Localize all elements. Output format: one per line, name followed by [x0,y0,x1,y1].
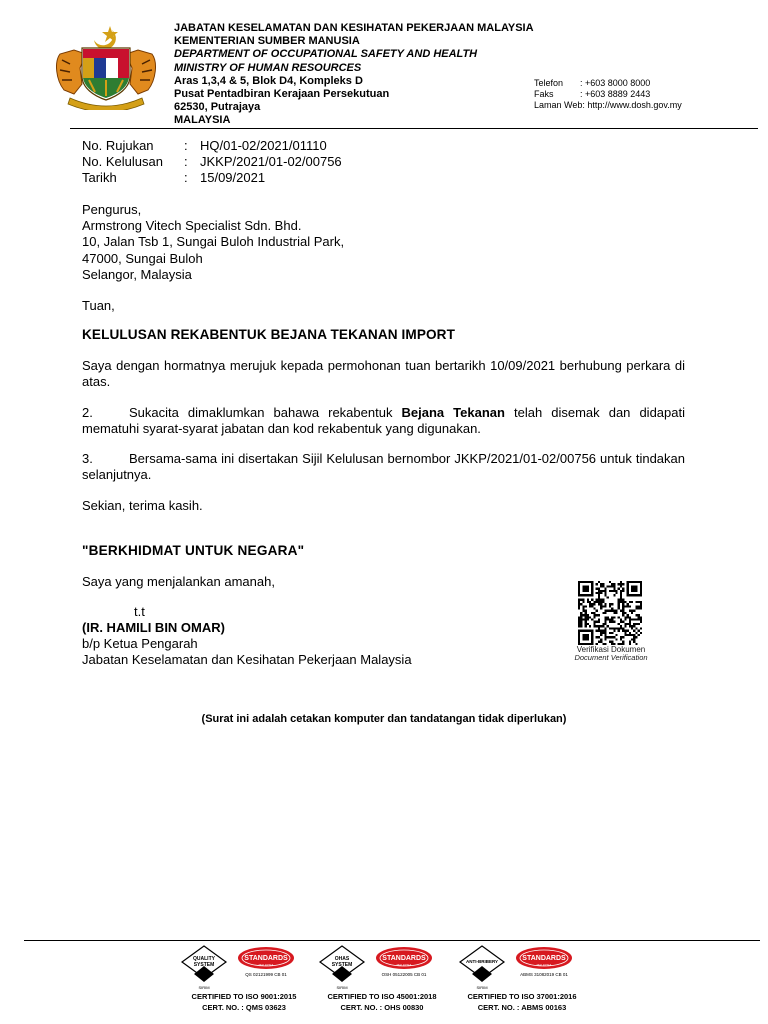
signature-mark: t.t [134,604,145,619]
recipient-state: Selangor, Malaysia [82,266,192,282]
quality-system-badge-icon [174,944,314,990]
paragraph-number: 3. [82,451,93,466]
paragraph-number: 2. [82,405,93,420]
reference-value: HQ/01-02/2021/01110 [200,138,327,153]
recipient-address [82,202,344,283]
recipient-company: Armstrong Vitech Specialist Sdn. Bhd. [82,218,302,234]
paragraph-text: Sukacita dimaklumkan bahawa rekabentuk [129,405,402,420]
svg-text:STANDARDS: STANDARDS [382,955,426,962]
reference-value: JKKP/2021/01-02/00756 [200,154,342,170]
reference-value: 15/09/2021 [200,170,266,186]
reference-row: Tarikh : 15/09/2021 [82,170,266,186]
contact-label: Faks [534,89,554,99]
department-name-malay: JABATAN KESELAMATAN DAN KESIHATAN PEKERJAAN MALAYSIA [174,22,534,34]
svg-text:STANDARDS: STANDARDS [244,955,288,962]
svg-text:MALAYSIA: MALAYSIA [258,963,274,967]
verification-qr-code[interactable] [578,581,642,645]
contact-phone [534,78,682,89]
header-divider [70,128,758,129]
cert-number: CERT. NO. : OHS 00830 [340,1003,424,1012]
signatory-organisation: Jabatan Keselamatan dan Kesihatan Pekerjaan Malaysia [82,652,412,667]
reference-row: No. Rujukan : HQ/01-02/2021/01110 [82,138,327,153]
svg-text:MALAYSIA: MALAYSIA [396,963,412,967]
svg-text:SIRIM: SIRIM [198,985,210,990]
address-country: MALAYSIA [174,114,231,127]
certification-iso-45001 [312,944,452,1012]
cert-number: CERT. NO. : QMS 03623 [202,1003,286,1012]
cert-number: CERT. NO. : ABMS 00163 [477,1003,567,1012]
svg-text:SIRIM: SIRIM [476,985,488,990]
anti-bribery-badge-icon [452,944,592,990]
qr-label-malay: Verifikasi Dokumen [576,645,646,654]
svg-text:ANTI-BRIBERY: ANTI-BRIBERY [465,959,499,964]
closing-remark: Sekian, terima kasih. [82,498,203,513]
contact-info [534,78,682,111]
computer-generated-footnote: (Surat ini adalah cetakan komputer dan tandatangan tidak diperlukan) [201,713,567,725]
contact-website [534,100,682,111]
department-name-english: DEPARTMENT OF OCCUPATIONAL SAFETY AND HEALTH [174,48,478,61]
letter-subject: KELULUSAN REKABENTUK BEJANA TEKANAN IMPORT [82,327,455,342]
reference-label: No. Kelulusan [82,154,163,170]
contact-fax [534,89,682,100]
certification-iso-9001 [174,944,314,1012]
qr-label-english: Document Verification [574,653,648,662]
paragraph-2 [82,405,685,437]
contact-label: Telefon [534,78,564,88]
address-line-3: 62530, Putrajaya [174,101,261,114]
reference-label: No. Rujukan [82,138,154,153]
paragraph-text: Bersama-sama ini disertakan Sijil Kelulusan bernombor JKKP/2021/01-02/00756 untuk tindakan selanjutnya. [82,451,685,483]
cert-standard: CERTIFIED TO ISO 9001:2015 [191,992,297,1001]
recipient-title: Pengurus, [82,202,142,217]
contact-value: : +603 8000 8000 [580,78,651,88]
signoff-line: Saya yang menjalankan amanah, [82,574,275,589]
signatory-name: (IR. HAMILI BIN OMAR) [82,620,225,635]
letterhead-address [174,22,594,128]
recipient-postcode: 47000, Sungai Buloh [82,250,203,266]
signatory-role: b/p Ketua Pengarah [82,636,198,651]
paragraph-1: Saya dengan hormatnya merujuk kepada permohonan tuan bertarikh 10/09/2021 berhubung perkara di atas. [82,358,685,390]
svg-text:ABMS 31082019 CB 01: ABMS 31082019 CB 01 [520,972,568,977]
recipient-street: 10, Jalan Tsb 1, Sungai Buloh Industrial Park, [82,234,345,250]
certification-iso-37001 [452,944,592,1012]
motto: "BERKHIDMAT UNTUK NEGARA" [82,543,305,558]
svg-text:QS 02121999 CB 01: QS 02121999 CB 01 [245,972,287,977]
svg-text:OHAS: OHAS [334,956,350,962]
svg-text:OSH 05122005 CB 01: OSH 05122005 CB 01 [381,972,427,977]
paragraph-3 [82,451,685,483]
ministry-name-malay: KEMENTERIAN SUMBER MANUSIA [174,35,360,48]
svg-text:SYSTEM: SYSTEM [331,962,353,968]
contact-label: Laman Web: [534,100,585,110]
svg-text:QUALITY: QUALITY [193,956,215,962]
cert-standard: CERTIFIED TO ISO 37001:2016 [467,992,577,1001]
salutation: Tuan, [82,298,115,313]
ministry-name-english: MINISTRY OF HUMAN RESOURCES [174,61,362,74]
svg-text:STANDARDS: STANDARDS [522,955,566,962]
reference-row: No. Kelulusan : JKKP/2021/01-02/00756 [82,154,342,170]
paragraph-text: telah disemak dan didapati mematuhi syarat-syarat jabatan dan kod rekabentuk yang digunakan. [82,405,685,437]
reference-block [82,138,342,187]
coat-of-arms-logo [52,24,160,110]
ohas-system-badge-icon [312,944,452,990]
address-line-1: Aras 1,3,4 & 5, Blok D4, Kompleks D [174,74,363,87]
cert-standard: CERTIFIED TO ISO 45001:2018 [327,992,437,1001]
contact-value: : +603 8889 2443 [580,89,651,99]
website-link[interactable]: http://www.dosh.gov.my [587,100,682,110]
svg-text:SIRIM: SIRIM [336,985,348,990]
footer-divider [24,940,760,941]
svg-text:SYSTEM: SYSTEM [193,962,215,968]
address-line-2: Pusat Pentadbiran Kerajaan Persekutuan [174,88,390,101]
paragraph-bold-text: Bejana Tekanan [401,405,505,420]
svg-text:MALAYSIA: MALAYSIA [536,963,552,967]
reference-label: Tarikh [82,170,117,186]
